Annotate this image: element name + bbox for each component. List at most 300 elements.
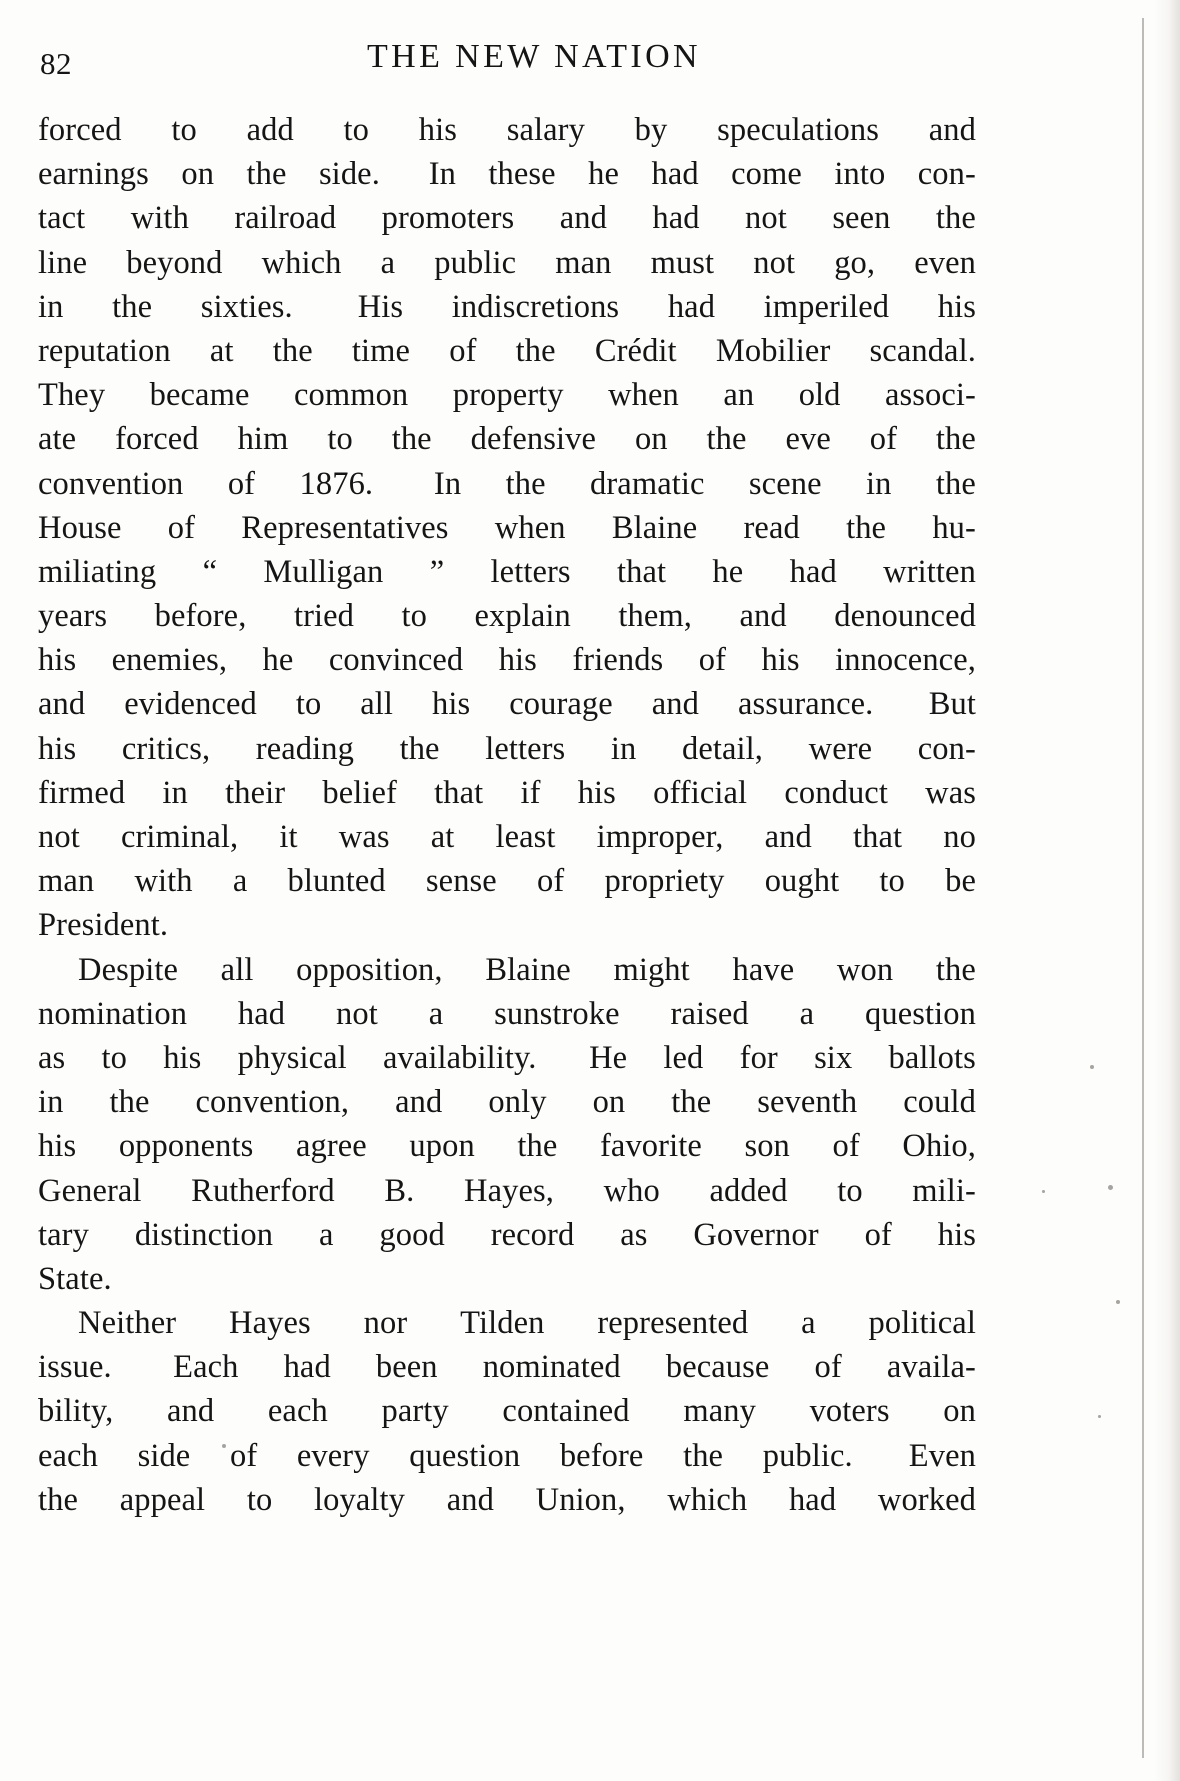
text-word: the — [683, 1437, 724, 1474]
text-word: nominated — [482, 1349, 621, 1386]
text-word: dramatic — [590, 465, 705, 502]
text-word: Mobilier — [715, 332, 831, 369]
text-word: Neither — [78, 1305, 177, 1342]
text-word: convinced — [328, 642, 464, 679]
text-line — [38, 462, 976, 506]
text-word: their — [225, 774, 286, 811]
text-word: miliating — [38, 553, 157, 590]
text-word: the — [706, 421, 747, 458]
text-word: Hayes — [229, 1305, 311, 1342]
text-word: the — [38, 1481, 79, 1518]
text-word: side. — [318, 156, 397, 193]
text-word: which — [261, 244, 342, 281]
text-word: Ohio, — [902, 1128, 976, 1165]
scan-speck — [1108, 1185, 1113, 1190]
text-word: at — [209, 332, 234, 369]
text-word: was — [338, 819, 390, 855]
text-word: Blaine — [485, 951, 571, 988]
text-word: an — [723, 377, 755, 414]
text-line — [38, 1213, 976, 1257]
text-word: might — [613, 951, 690, 988]
text-word: years — [38, 598, 108, 635]
text-word: Representatives — [241, 509, 449, 546]
text-word: his — [498, 642, 537, 679]
text-word: had — [237, 995, 286, 1032]
text-word: favorite — [600, 1128, 702, 1165]
text-word: each — [267, 1393, 328, 1430]
text-word: must — [650, 244, 715, 281]
text-word: tact — [38, 200, 86, 237]
text-word: public — [434, 244, 517, 281]
text-word: and — [446, 1481, 494, 1518]
text-word: Union, — [535, 1481, 626, 1518]
text-word: a — [319, 1216, 334, 1253]
text-word: six — [814, 1039, 853, 1076]
text-word: the — [935, 200, 976, 237]
text-word: the — [272, 332, 313, 369]
text-word: his — [38, 642, 77, 679]
text-word: ballots — [888, 1039, 976, 1076]
text-line — [38, 1434, 976, 1478]
text-word: evidenced — [124, 686, 257, 723]
text-word: associ- — [884, 377, 976, 414]
text-word: the — [517, 1128, 558, 1165]
text-word: sense — [425, 863, 497, 900]
text-word: of — [229, 1437, 258, 1474]
text-word: his — [577, 774, 616, 811]
text-word: no — [943, 819, 976, 855]
text-word: imperiled — [763, 288, 890, 325]
text-word: letters — [490, 553, 571, 590]
text-word: the — [112, 288, 153, 325]
text-word: as — [620, 1216, 648, 1253]
scan-speck — [1090, 1065, 1094, 1069]
text-word: forced — [38, 112, 122, 148]
text-word: opponents — [118, 1128, 254, 1165]
text-word: record — [490, 1216, 575, 1253]
scan-speck — [1098, 1415, 1101, 1418]
text-word: beyond — [126, 244, 223, 281]
text-word: critics, — [121, 730, 211, 767]
text-word: convention, — [195, 1084, 350, 1121]
text-word: his — [937, 1216, 976, 1253]
text-word: reputation — [38, 332, 171, 369]
text-word: scandal. — [869, 332, 976, 369]
text-word: con- — [917, 730, 976, 767]
text-word: But — [928, 686, 976, 723]
text-word: not — [753, 244, 796, 281]
text-word: the — [391, 421, 432, 458]
text-word: He — [589, 1039, 628, 1076]
text-word: had — [667, 288, 716, 325]
text-word: on — [181, 156, 215, 193]
text-word: explain — [474, 598, 571, 635]
text-word: the — [935, 465, 976, 502]
text-word: come — [731, 156, 802, 193]
text-word: had — [652, 200, 700, 237]
text-word: B. — [384, 1172, 415, 1209]
text-word: ought — [764, 863, 840, 900]
text-line — [38, 329, 976, 373]
text-line — [38, 373, 976, 417]
text-word: that — [616, 553, 667, 590]
text-line — [38, 771, 976, 815]
text-word: propriety — [604, 863, 725, 900]
text-word: not — [336, 995, 378, 1032]
text-word: side — [137, 1437, 191, 1474]
text-word: had — [651, 156, 699, 193]
text-word: property — [452, 377, 564, 414]
text-line — [38, 196, 976, 240]
text-word: contained — [502, 1393, 630, 1430]
text-line — [38, 152, 976, 196]
text-word: the — [246, 156, 287, 193]
text-word: if — [520, 774, 541, 811]
text-word: time — [351, 332, 411, 369]
text-word: a — [232, 863, 248, 900]
text-word: earnings — [38, 156, 149, 193]
text-word: courage — [509, 686, 613, 723]
scan-speck — [1116, 1300, 1120, 1304]
text-word: old — [798, 377, 841, 414]
text-word: of — [167, 509, 196, 546]
text-line — [38, 903, 976, 947]
text-word: and — [559, 200, 607, 237]
text-word: his — [38, 1128, 77, 1165]
text-line — [38, 638, 976, 682]
text-word: seen — [832, 200, 891, 237]
text-line — [38, 550, 976, 594]
text-word: question — [865, 995, 976, 1032]
text-word: denounced — [834, 598, 976, 635]
text-word: who — [603, 1172, 660, 1209]
text-word: with — [130, 200, 189, 237]
text-word: sixties. — [200, 288, 310, 325]
text-line — [38, 1080, 976, 1124]
text-word: issue. — [38, 1349, 129, 1386]
text-word: that — [434, 774, 484, 811]
text-word: with — [134, 863, 193, 900]
text-word: eve — [785, 421, 831, 458]
text-word: were — [808, 730, 873, 767]
text-word: and — [739, 598, 787, 635]
text-word: could — [903, 1084, 976, 1121]
text-line — [38, 859, 976, 903]
text-word: availa- — [886, 1349, 976, 1386]
text-word: the — [935, 421, 976, 458]
text-word: improper, — [596, 819, 724, 855]
text-word: all — [360, 686, 394, 723]
text-word: and — [651, 686, 699, 723]
text-word: of — [864, 1216, 892, 1253]
text-line — [38, 594, 976, 638]
text-word: by — [634, 112, 668, 148]
running-head — [40, 38, 1002, 88]
text-word: Governor — [693, 1216, 819, 1253]
text-word: voters — [809, 1393, 890, 1430]
text-word: Each — [173, 1349, 239, 1386]
text-word: bility, — [38, 1393, 114, 1430]
text-word: Rutherford — [191, 1172, 335, 1209]
text-word: and — [167, 1393, 215, 1430]
text-word: the — [505, 465, 546, 502]
text-word: added — [709, 1172, 788, 1209]
text-word: least — [495, 819, 556, 855]
text-word: in — [866, 465, 892, 502]
text-word: in — [38, 1084, 64, 1121]
text-word: a — [380, 244, 396, 281]
text-word: forced — [115, 421, 199, 458]
text-word: enemies, — [111, 642, 228, 679]
text-word: of — [832, 1128, 860, 1165]
text-word: son — [744, 1128, 790, 1165]
text-word: and — [928, 112, 976, 148]
text-word: They — [38, 377, 106, 414]
text-word: official — [653, 774, 748, 811]
text-line — [38, 682, 976, 726]
text-word: the — [399, 730, 440, 767]
text-word: add — [246, 112, 294, 148]
text-word: for — [739, 1039, 778, 1076]
text-word: the — [109, 1084, 150, 1121]
text-word: because — [665, 1349, 770, 1386]
text-word: letters — [485, 730, 566, 767]
text-word: that — [852, 819, 903, 855]
text-word: of — [869, 421, 898, 458]
text-word: the — [846, 509, 887, 546]
scan-edge-rule — [1142, 18, 1144, 1758]
running-head-title: THE NEW NATION — [366, 38, 702, 75]
text-word: House — [38, 509, 122, 546]
text-line — [38, 108, 976, 152]
text-word: he — [712, 553, 744, 590]
text-word: seventh — [757, 1084, 858, 1121]
text-word: it — [279, 819, 298, 855]
text-word: good — [379, 1216, 445, 1253]
text-word: reading — [255, 730, 354, 767]
text-word: on — [634, 421, 668, 458]
text-line — [38, 1124, 976, 1168]
text-word: a — [799, 995, 815, 1032]
text-word: assurance. — [737, 686, 890, 723]
text-word: many — [683, 1393, 756, 1430]
text-line — [38, 241, 976, 285]
text-word: became — [149, 377, 250, 414]
text-word: In — [433, 465, 462, 502]
text-word: of — [814, 1349, 842, 1386]
text-word: of — [449, 332, 477, 369]
text-word: the — [935, 951, 976, 988]
text-word: a — [428, 995, 444, 1032]
text-word: con- — [917, 156, 976, 193]
text-word: before — [559, 1437, 644, 1474]
text-word: Tilden — [460, 1305, 545, 1342]
text-word: to — [171, 112, 197, 148]
text-word: on — [592, 1084, 626, 1121]
text-word: Even — [908, 1437, 976, 1474]
text-word: friends — [572, 642, 664, 679]
text-line — [38, 1301, 976, 1345]
text-word: belief — [322, 774, 397, 811]
text-word: loyalty — [314, 1481, 405, 1518]
scan-edge-shadow — [1154, 0, 1180, 1781]
text-word: “ — [202, 553, 218, 590]
text-word: of — [537, 863, 565, 900]
text-word: salary — [506, 112, 585, 148]
text-word: railroad — [234, 200, 337, 237]
text-word: a — [801, 1305, 816, 1342]
text-word: every — [296, 1437, 370, 1474]
text-line — [38, 948, 976, 992]
text-word: public. — [762, 1437, 870, 1474]
text-word: party — [381, 1393, 449, 1430]
text-word: each — [38, 1437, 98, 1474]
text-word: opposition, — [296, 951, 443, 988]
text-line — [38, 506, 976, 550]
text-word: physical — [237, 1039, 347, 1076]
text-line — [38, 1345, 976, 1389]
text-word: them, — [618, 598, 692, 635]
text-word: convention — [38, 465, 184, 502]
text-word: the — [515, 332, 556, 369]
text-word: the — [671, 1084, 712, 1121]
text-run: President. — [38, 907, 169, 944]
text-word: his — [937, 288, 976, 325]
text-word: nor — [363, 1305, 408, 1342]
text-word: detail, — [682, 730, 764, 767]
text-word: and — [38, 686, 86, 723]
text-word: to — [837, 1172, 863, 1209]
text-word: worked — [877, 1481, 976, 1518]
text-word: he — [262, 642, 294, 679]
text-word: indiscretions — [451, 288, 620, 325]
text-word: In — [428, 156, 456, 193]
text-word: his — [761, 642, 800, 679]
text-word: upon — [409, 1128, 475, 1165]
text-word: all — [220, 951, 254, 988]
text-word: as — [38, 1039, 66, 1076]
text-word: represented — [597, 1305, 749, 1342]
text-word: firmed — [38, 774, 126, 811]
text-line — [38, 417, 976, 461]
text-line — [38, 1389, 976, 1433]
text-word: promoters — [381, 200, 515, 237]
text-word: not — [745, 200, 787, 237]
text-word: in — [162, 774, 188, 811]
text-word: not — [38, 819, 80, 855]
text-word: have — [732, 951, 795, 988]
text-word: His — [357, 288, 404, 325]
text-word: to — [246, 1481, 273, 1518]
text-word: read — [743, 509, 800, 546]
text-word: Hayes, — [464, 1172, 554, 1209]
text-word: hu- — [932, 509, 976, 546]
text-word: he — [588, 156, 620, 193]
text-word: led — [663, 1039, 704, 1076]
text-word: man — [38, 863, 95, 900]
text-word: tary — [38, 1216, 89, 1253]
page-body — [38, 108, 976, 1522]
text-word: which — [667, 1481, 748, 1518]
text-word: and — [764, 819, 812, 855]
text-word: line — [38, 244, 88, 281]
text-word: and — [395, 1084, 443, 1121]
text-word: his — [432, 686, 471, 723]
text-word: appeal — [119, 1481, 206, 1518]
text-word: these — [488, 156, 556, 193]
text-word: conduct — [784, 774, 888, 811]
text-word: his — [163, 1039, 202, 1076]
text-word: raised — [670, 995, 749, 1032]
text-word: only — [488, 1084, 547, 1121]
text-word: go, — [834, 244, 876, 281]
text-line — [38, 1036, 976, 1080]
text-word: nomination — [38, 995, 188, 1032]
text-word: man — [555, 244, 612, 281]
text-word: mili- — [912, 1172, 976, 1209]
text-word: common — [293, 377, 409, 414]
text-word: sunstroke — [494, 995, 620, 1032]
text-word: question — [409, 1437, 521, 1474]
text-word: scene — [748, 465, 822, 502]
text-word: him — [237, 421, 289, 458]
text-word: defensive — [470, 421, 597, 458]
text-word: criminal, — [120, 819, 239, 855]
text-word: speculations — [717, 112, 879, 148]
text-word: tried — [293, 598, 354, 635]
text-word: his — [38, 730, 77, 767]
text-word: General — [38, 1172, 142, 1209]
text-word: his — [418, 112, 457, 148]
scan-speck — [1042, 1190, 1045, 1193]
text-word: had — [788, 1481, 837, 1518]
text-line — [38, 992, 976, 1036]
text-word: availability. — [382, 1039, 553, 1076]
text-word: on — [943, 1393, 976, 1430]
text-word: at — [430, 819, 455, 855]
text-word: blunted — [287, 863, 386, 900]
text-line — [38, 1169, 976, 1213]
text-word: to — [343, 112, 370, 148]
text-line — [38, 1257, 976, 1301]
text-word: agree — [295, 1128, 367, 1165]
text-word: to — [295, 686, 322, 723]
text-word: had — [789, 553, 837, 590]
text-word: to — [327, 421, 353, 458]
text-word: won — [836, 951, 894, 988]
text-word: been — [375, 1349, 438, 1386]
text-word: written — [883, 553, 976, 590]
text-word: be — [945, 863, 976, 900]
text-word: when — [608, 377, 679, 414]
text-word: was — [925, 774, 976, 811]
text-word: when — [494, 509, 566, 546]
text-word: had — [283, 1349, 331, 1386]
text-word: 1876. — [299, 465, 390, 502]
text-word: political — [868, 1305, 976, 1342]
text-word: to — [401, 598, 427, 635]
text-word: even — [914, 244, 976, 281]
text-word: of — [698, 642, 727, 679]
text-word: in — [610, 730, 637, 767]
text-word: innocence, — [835, 642, 976, 679]
text-run: State. — [38, 1260, 112, 1297]
text-word: in — [38, 288, 64, 325]
text-word: Crédit — [594, 332, 677, 369]
text-line — [38, 285, 976, 329]
text-word: to — [101, 1039, 127, 1076]
text-word: into — [834, 156, 886, 193]
